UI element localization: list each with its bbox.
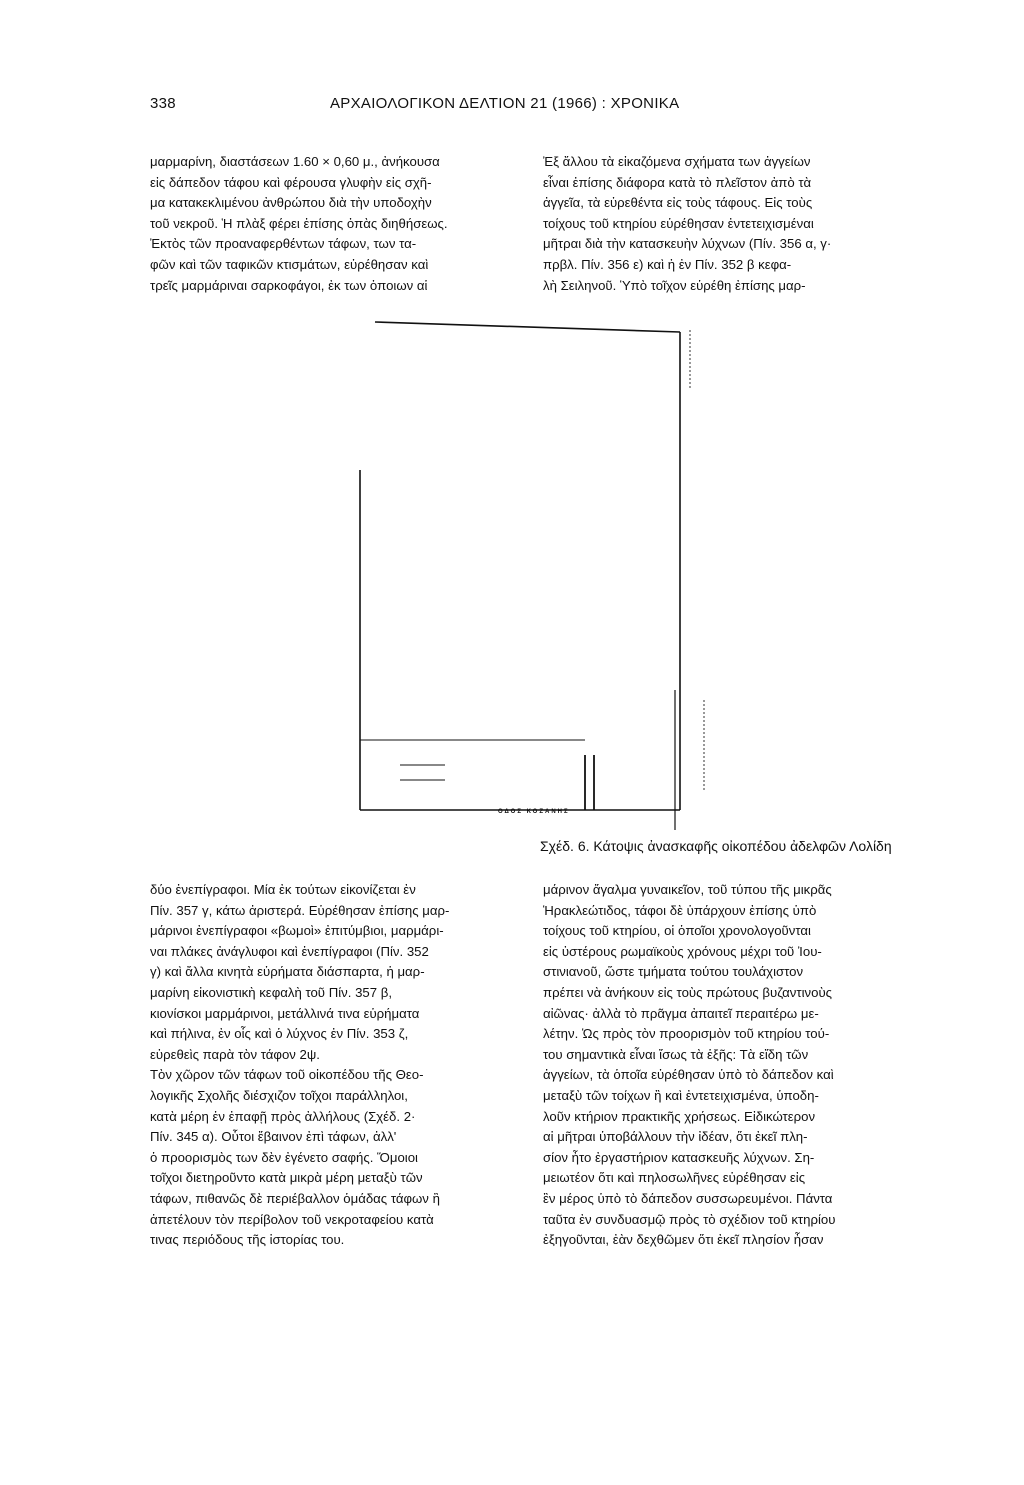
- street-label: ΟΔΟΣ ΚΟΖΑΝΗΣ: [498, 809, 570, 815]
- text-line: ἀγγείων, τὰ ὁποῖα εὑρέθησαν ὑπὸ τὸ δάπεδον καὶ: [543, 1067, 834, 1083]
- text-line: λοῦν κτήριον πρακτικῆς χρήσεως. Εἰδικώτερον: [543, 1108, 816, 1124]
- text-line: Πίν. 357 γ, κάτω ἀριστερά. Εὑρέθησαν ἐπίσης μαρ-: [150, 902, 450, 918]
- text-line: κιονίσκοι μαρμάρινοι, μετάλλινά τινα εὑρήματα: [150, 1005, 420, 1021]
- text-line: λογικῆς Σχολῆς διέσχιζον τοῖχοι παράλληλοι,: [150, 1087, 408, 1103]
- text-line: ὁ προορισμὸς των δὲν ἐγένετο σαφής. Ὅμοιοι: [150, 1149, 418, 1165]
- text-line: εἶναι ἐπίσης διάφορα κατὰ τὸ πλεῖστον ἀπὸ τὰ: [543, 174, 812, 190]
- plan-wall-line: [375, 322, 680, 332]
- text-line: λέτην. Ὡς πρὸς τὸν προορισμὸν τοῦ κτηρίου τού-: [543, 1026, 830, 1042]
- text-column-top-left: [150, 152, 520, 296]
- figure-caption: Σχέδ. 6. Κάτοψις ἀνασκαφῆς οἰκοπέδου ἀδελφῶν Λολίδη: [540, 838, 892, 854]
- excavation-plan-drawing: [330, 310, 720, 830]
- running-title: ΑΡΧΑΙΟΛΟΓΙΚΟΝ ΔΕΛΤΙΟΝ 21 (1966) : ΧΡΟΝΙΚΑ: [330, 95, 680, 112]
- text-line: μάρινον ἄγαλμα γυναικεῖον, τοῦ τύπου τῆς μικρᾶς: [543, 882, 832, 897]
- text-line: Τὸν χῶρον τῶν τάφων τοῦ οἰκοπέδου τῆς Θεο-: [150, 1067, 424, 1083]
- text-line: εὑρεθεὶς παρὰ τὸν τάφον 2ψ.: [150, 1046, 320, 1062]
- text-line: πρέπει νὰ ἀνήκουν εἰς τοὺς πρώτους βυζαντινοὺς: [543, 984, 833, 1000]
- text-line: εἰς δάπεδον τάφου καὶ φέρουσα γλυφὴν εἰς σχῆ-: [150, 174, 432, 190]
- text-line: ἐξηγοῦνται, ἐὰν δεχθῶμεν ὅτι ἐκεῖ πλησίον ἦσαν: [543, 1232, 824, 1248]
- text-line: γ) καὶ ἄλλα κινητὰ εὑρήματα διάσπαρτα, ἡ μαρ-: [150, 964, 425, 980]
- text-line: του σημαντικὰ εἶναι ἴσως τὰ ἑξῆς: Τὰ εἴδη τῶν: [543, 1046, 809, 1062]
- text-line: κατὰ μέρη ἐν ἐπαφῇ πρὸς ἀλλήλους (Σχέδ. 2·: [150, 1108, 416, 1124]
- text-line: μα κατακεκλιμένου ἀνθρώπου διὰ τὴν υποδοχὴν: [150, 195, 432, 211]
- text-line: ἀγγεῖα, τὰ εὑρεθέντα εἰς τοὺς τάφους. Εἰς τοὺς: [543, 195, 813, 211]
- text-line: τοίχους τοῦ κτηρίου εὑρέθησαν ἐντετειχισμέναι: [543, 215, 814, 231]
- text-line: Ἐξ ἄλλου τὰ εἰκαζόμενα σχήματα των ἀγγείων: [543, 154, 811, 169]
- text-column-bottom-right: [543, 880, 923, 1251]
- text-line: τινας περιόδους τῆς ἱστορίας του.: [150, 1232, 345, 1248]
- text-line: τοίχους τοῦ κτηρίου, οἱ ὁποῖοι χρονολογοῦνται: [543, 923, 811, 939]
- text-line: Πίν. 345 α). Οὗτοι ἔβαινον ἐπὶ τάφων, ἀλλ': [150, 1129, 397, 1145]
- text-column-bottom-left: [150, 880, 520, 1251]
- text-line: μαρμαρίνη, διαστάσεων 1.60 × 0,60 μ., ἀνήκουσα: [150, 154, 440, 169]
- text-line: μεταξὺ τῶν τοίχων ἢ καὶ ἐντετειχισμένα, ὑποδη-: [543, 1087, 819, 1103]
- text-line: εἰς ὑστέρους ρωμαϊκοὺς χρόνους μέχρι τοῦ Ἰου-: [543, 943, 822, 959]
- text-line: πρβλ. Πίν. 356 ε) καὶ ἡ ἐν Πίν. 352 β κεφα-: [543, 256, 792, 272]
- text-line: Ἡρακλεώτιδος, τάφοι δὲ ὑπάρχουν ἐπίσης ὑπὸ: [543, 902, 817, 918]
- text-line: ταῦτα ἐν συνδυασμῷ πρὸς τὸ σχέδιον τοῦ κτηρίου: [543, 1211, 836, 1227]
- text-line: τοῖχοι διετηροῦντο κατὰ μικρὰ μέρη μεταξὺ τῶν: [150, 1170, 423, 1186]
- text-line: μῆτραι διὰ τὴν κατασκευὴν λύχνων (Πίν. 356 α, γ·: [543, 236, 832, 252]
- text-line: Ἐκτὸς τῶν προαναφερθέντων τάφων, των τα-: [150, 236, 417, 252]
- text-line: τάφων, πιθανῶς δὲ περιέβαλλον ὁμάδας τάφων ἢ: [150, 1190, 440, 1206]
- text-line: καὶ πήλινα, ἐν οἷς καὶ ὁ λύχνος ἐν Πίν. 353 ζ,: [150, 1026, 409, 1042]
- text-line: ναι πλάκες ἀνάγλυφοι καὶ ἐνεπίγραφοι (Πίν. 352: [150, 943, 429, 959]
- text-line: στινιανοῦ, ὥστε τμήματα τούτου τουλάχιστον: [543, 964, 804, 980]
- text-line: μειωτέον ὅτι καὶ πηλοσωλῆνες εὑρέθησαν εἰς: [543, 1170, 806, 1186]
- text-line: αἰῶνας· ἀλλὰ τὸ πρᾶγμα ἀπαιτεῖ περαιτέρω με-: [543, 1005, 819, 1021]
- text-line: λὴ Σειληνοῦ. Ὑπὸ τοῖχον εὑρέθη ἐπίσης μαρ-: [543, 277, 806, 293]
- text-line: δύο ἐνεπίγραφοι. Μία ἐκ τούτων εἰκονίζεται ἐν: [150, 882, 416, 897]
- text-line: τοῦ νεκροῦ. Ἡ πλὰξ φέρει ἐπίσης ὀπὰς διηθήσεως.: [150, 215, 448, 231]
- running-header: [150, 95, 890, 119]
- text-line: φῶν καὶ τῶν ταφικῶν κτισμάτων, εὑρέθησαν καὶ: [150, 256, 429, 272]
- text-line: μαρίνη εἰκονιστικὴ κεφαλὴ τοῦ Πίν. 357 β,: [150, 984, 392, 1000]
- text-line: ἀπετέλουν τὸν περίβολον τοῦ νεκροταφείου κατὰ: [150, 1211, 434, 1227]
- text-line: μάρινοι ἐνεπίγραφοι «βωμοὶ» ἐπιτύμβιοι, μαρμάρι-: [150, 923, 444, 939]
- text-line: ἓν μέρος ὑπὸ τὸ δάπεδον συσσωρευμένοι. Πάντα: [543, 1190, 833, 1206]
- text-column-top-right: [543, 152, 923, 296]
- page-number: 338: [150, 95, 176, 112]
- text-line: σίον ἦτο ἐργαστήριον κατασκευῆς λύχνων. Ση-: [543, 1149, 815, 1165]
- text-line: τρεῖς μαρμάριναι σαρκοφάγοι, ἐκ των ὁποιων αἱ: [150, 277, 428, 293]
- text-line: αἱ μῆτραι ὑποβάλλουν τὴν ἰδέαν, ὅτι ἐκεῖ πλη-: [543, 1129, 808, 1145]
